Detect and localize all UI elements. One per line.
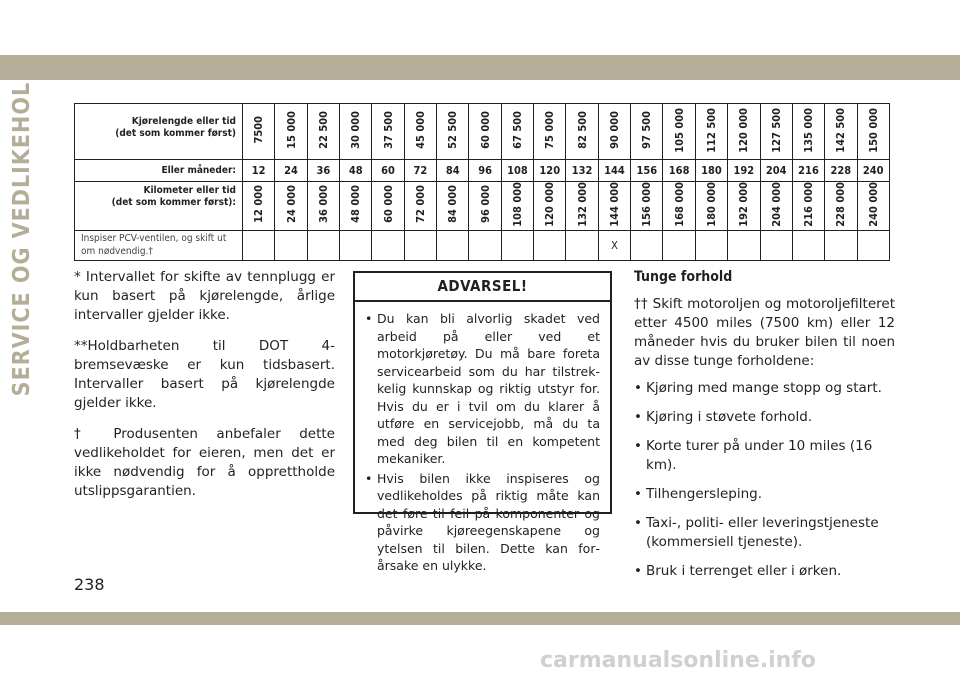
miles-cell-text: 97 500 xyxy=(640,111,654,149)
months-cell xyxy=(598,160,630,182)
months-cell xyxy=(631,160,663,182)
section-side-title-text: SERVICE OG VEDLIKEHOLD xyxy=(9,63,35,397)
miles-cell-text: 82 500 xyxy=(575,111,589,149)
km-cell-text: 24 000 xyxy=(284,185,298,224)
miles-cell-text: 15 000 xyxy=(284,111,298,149)
pcv-mark-cell xyxy=(663,230,695,260)
months-cell xyxy=(760,160,792,182)
km-cell xyxy=(598,182,630,231)
miles-cell-text: 127 500 xyxy=(769,107,783,153)
months-cell-text: 240 xyxy=(862,164,884,177)
km-cell-text: 240 000 xyxy=(866,182,880,227)
miles-cell xyxy=(598,104,630,160)
months-cell xyxy=(469,160,501,182)
miles-cell xyxy=(340,104,372,160)
pcv-mark-cell-text: X xyxy=(611,238,618,252)
months-cell xyxy=(825,160,857,182)
warning-list xyxy=(365,310,600,575)
miles-cell xyxy=(760,104,792,160)
months-cell xyxy=(501,160,533,182)
km-cell xyxy=(534,182,566,231)
months-cell-text: 72 xyxy=(413,164,428,177)
severe-conditions-heading: Tunge forhold xyxy=(634,269,733,285)
severe-conditions-list xyxy=(634,379,895,581)
months-cell xyxy=(792,160,824,182)
km-cell xyxy=(695,182,727,231)
pcv-mark-cell xyxy=(437,230,469,260)
km-cell-text: 132 000 xyxy=(575,182,589,227)
km-cell-text: 228 000 xyxy=(834,182,848,227)
km-cell xyxy=(275,182,307,231)
months-row-header: Eller måneder: xyxy=(75,160,243,182)
condition-item: • Kjøring med mange stopp og start. xyxy=(634,379,895,398)
km-cell-text: 12 000 xyxy=(252,185,266,224)
miles-cell xyxy=(372,104,404,160)
km-cell xyxy=(566,182,598,231)
section-side-title xyxy=(2,63,42,397)
miles-cell-text: 75 000 xyxy=(543,111,557,149)
warning-item: • Hvis bilen ikke inspiseres og vedlikeholdes på riktig måte kan det føre til feil på komponenter og påvirke kjøreegenskapene og ytelsen til bilen. Dette kan forårsake en ulykke. xyxy=(365,470,600,575)
months-cell xyxy=(663,160,695,182)
km-cell xyxy=(825,182,857,231)
miles-cell xyxy=(469,104,501,160)
months-cell-text: 168 xyxy=(668,164,690,177)
km-cell-text: 36 000 xyxy=(316,185,330,224)
months-cell xyxy=(534,160,566,182)
miles-cell-text: 135 000 xyxy=(802,107,816,153)
pcv-mark-cell xyxy=(566,230,598,260)
months-cell xyxy=(857,160,889,182)
km-cell xyxy=(404,182,436,231)
severe-conditions-intro: †† Skift motoroljen og motoroljefilteret etter 4500 miles (7500 km) eller 12 måneder hvis du bruker bilen til noen av disse tunge forholdene: xyxy=(634,296,895,369)
pcv-mark-cell xyxy=(340,230,372,260)
miles-row-header: Kjørelengde eller tid (det som kommer først) xyxy=(75,104,243,160)
km-cell-text: 204 000 xyxy=(769,182,783,227)
km-cell-text: 72 000 xyxy=(413,185,427,224)
miles-cell xyxy=(663,104,695,160)
pcv-mark-cell xyxy=(404,230,436,260)
miles-cell xyxy=(243,104,275,160)
footnote-brake-fluid: **Holdbarheten til DOT 4-bremsevæske er kun tidsbasert. Intervaller basert på kjørelengde gjelder ikke. xyxy=(74,338,335,411)
pcv-mark-cell xyxy=(534,230,566,260)
km-cell xyxy=(372,182,404,231)
miles-cell xyxy=(728,104,760,160)
miles-cell xyxy=(792,104,824,160)
months-cell-text: 192 xyxy=(733,164,755,177)
miles-cell-text: 120 000 xyxy=(737,107,751,153)
months-cell xyxy=(275,160,307,182)
header-band xyxy=(0,55,960,80)
pcv-mark-cell xyxy=(501,230,533,260)
km-cell-text: 84 000 xyxy=(446,185,460,224)
km-cell xyxy=(307,182,339,231)
months-cell xyxy=(340,160,372,182)
km-row xyxy=(75,182,890,231)
km-cell-text: 60 000 xyxy=(381,185,395,224)
miles-cell-text: 22 500 xyxy=(316,111,330,149)
miles-cell-text: 60 000 xyxy=(478,111,492,149)
pcv-row-label: Inspiser PCV-ventilen, og skift ut om nødvendig.† xyxy=(75,230,243,260)
pcv-mark-cell xyxy=(631,230,663,260)
pcv-mark-cell xyxy=(792,230,824,260)
km-cell-text: 156 000 xyxy=(640,182,654,227)
months-cell-text: 120 xyxy=(539,164,561,177)
months-cell-text: 204 xyxy=(765,164,787,177)
miles-cell-text: 7500 xyxy=(252,116,266,144)
condition-item: • Bruk i terrenget eller i ørken. xyxy=(634,562,895,581)
pcv-mark-cell xyxy=(825,230,857,260)
pcv-mark-cell xyxy=(307,230,339,260)
km-cell-text: 108 000 xyxy=(510,182,524,227)
months-cell-text: 156 xyxy=(636,164,658,177)
km-cell xyxy=(243,182,275,231)
months-cell xyxy=(372,160,404,182)
months-cell xyxy=(566,160,598,182)
months-cell-text: 132 xyxy=(571,164,593,177)
footnotes-column xyxy=(74,268,335,513)
km-cell-text: 144 000 xyxy=(607,182,621,227)
warning-title: ADVARSEL! xyxy=(355,273,610,302)
top-margin xyxy=(0,0,960,55)
km-cell xyxy=(501,182,533,231)
months-cell-text: 84 xyxy=(445,164,460,177)
miles-cell xyxy=(825,104,857,160)
maintenance-schedule-table xyxy=(74,103,890,261)
months-cell-text: 12 xyxy=(251,164,266,177)
miles-cell xyxy=(534,104,566,160)
footnote-manufacturer: † Produsenten anbefaler dette vedlikeholdet for eieren, men det er ikke nødvendig for å opprettholde utslippsgarantien. xyxy=(74,426,335,499)
km-cell xyxy=(631,182,663,231)
months-cell-text: 24 xyxy=(284,164,298,177)
pcv-mark-cell xyxy=(469,230,501,260)
months-cell-text: 228 xyxy=(830,164,852,177)
months-cell xyxy=(307,160,339,182)
pcv-mark-cell xyxy=(372,230,404,260)
km-cell xyxy=(469,182,501,231)
warning-item: • Du kan bli alvorlig skadet ved arbeid på eller ved et motorkjøretøy. Du må bare foreta servicearbeid som du har tilstrekkelig kunnskap og riktig utstyr for. Hvis du er i tvil om du klarer å utføre en servicejobb, må du ta med deg bilen til en kompetent mekaniker. xyxy=(365,310,600,468)
severe-conditions-column xyxy=(634,268,895,591)
miles-cell-text: 150 000 xyxy=(866,107,880,153)
months-cell-text: 144 xyxy=(604,164,625,177)
km-cell xyxy=(437,182,469,231)
miles-cell-text: 90 000 xyxy=(607,111,621,149)
miles-cell-text: 37 500 xyxy=(381,111,395,149)
miles-cell xyxy=(566,104,598,160)
km-cell-text: 216 000 xyxy=(802,182,816,227)
condition-item: • Kjøring i støvete forhold. xyxy=(634,408,895,427)
months-cell-text: 108 xyxy=(507,164,528,177)
condition-item: • Tilhengersleping. xyxy=(634,485,895,504)
watermark: carmanualsonline.info xyxy=(540,648,816,673)
months-cell-text: 60 xyxy=(381,164,395,177)
months-row xyxy=(75,160,890,182)
miles-cell xyxy=(275,104,307,160)
km-cell xyxy=(728,182,760,231)
km-cell-text: 192 000 xyxy=(737,182,751,227)
pcv-mark-cell xyxy=(695,230,727,260)
km-cell-text: 96 000 xyxy=(478,185,492,224)
miles-cell-text: 45 000 xyxy=(413,111,427,149)
miles-cell-text: 52 500 xyxy=(446,111,460,149)
pcv-mark-cell xyxy=(857,230,889,260)
pcv-mark-cell xyxy=(760,230,792,260)
months-cell-text: 96 xyxy=(478,164,492,177)
km-cell xyxy=(760,182,792,231)
months-cell-text: 48 xyxy=(348,164,363,177)
km-row-header: Kilometer eller tid (det som kommer først): xyxy=(75,182,243,231)
miles-cell xyxy=(437,104,469,160)
miles-cell-text: 30 000 xyxy=(349,111,363,149)
months-cell xyxy=(695,160,727,182)
footnote-spark-plug: * Intervallet for skifte av tennplugg er kun basert på kjørelengde, årlige intervaller gjelder ikke. xyxy=(74,269,335,323)
miles-cell xyxy=(501,104,533,160)
pcv-row xyxy=(75,230,890,260)
miles-row xyxy=(75,104,890,160)
km-cell-text: 168 000 xyxy=(672,182,686,227)
miles-cell-text: 142 500 xyxy=(834,107,848,153)
months-cell xyxy=(243,160,275,182)
months-cell-text: 216 xyxy=(798,164,819,177)
months-cell-text: 36 xyxy=(316,164,331,177)
km-cell-text: 180 000 xyxy=(704,182,718,227)
pcv-mark-cell xyxy=(275,230,307,260)
miles-cell xyxy=(631,104,663,160)
condition-item: • Korte turer på under 10 miles (16 km). xyxy=(634,437,895,475)
months-cell xyxy=(404,160,436,182)
km-cell xyxy=(663,182,695,231)
km-cell-text: 120 000 xyxy=(543,182,557,227)
miles-cell xyxy=(857,104,889,160)
months-cell xyxy=(728,160,760,182)
miles-cell-text: 112 500 xyxy=(704,107,718,153)
footer-band xyxy=(0,612,960,625)
miles-cell-text: 67 500 xyxy=(510,111,524,149)
pcv-mark-cell xyxy=(243,230,275,260)
pcv-mark-cell xyxy=(598,230,630,260)
miles-cell xyxy=(307,104,339,160)
miles-cell xyxy=(695,104,727,160)
months-cell-text: 180 xyxy=(701,164,722,177)
condition-item: • Taxi-, politi- eller leveringstjeneste (kommersiell tjeneste). xyxy=(634,514,895,552)
months-cell xyxy=(437,160,469,182)
km-cell-text: 48 000 xyxy=(349,185,363,224)
page-number: 238 xyxy=(74,575,105,594)
warning-box xyxy=(353,271,612,573)
miles-cell-text: 105 000 xyxy=(672,107,686,153)
km-cell xyxy=(857,182,889,231)
km-cell xyxy=(792,182,824,231)
km-cell xyxy=(340,182,372,231)
pcv-mark-cell xyxy=(728,230,760,260)
miles-cell xyxy=(404,104,436,160)
